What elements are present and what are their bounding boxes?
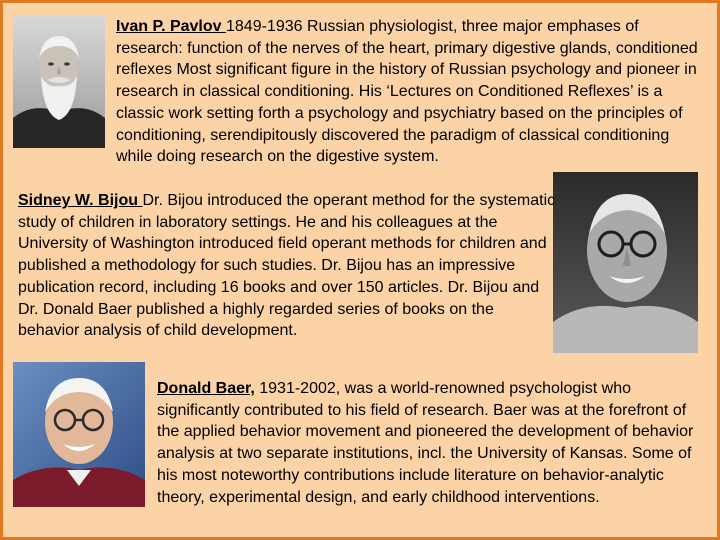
baer-name: Donald Baer,: [157, 380, 255, 397]
pavlov-description: 1849-1936 Russian physiologist, three major emphases of research: function of the nerves of the heart, primary digestive glands, conditioned reflexes Most significant figure in the history of Russian psychology and pioneer in research in classical conditioning. His ‘Lectures on Conditioned Reflexes’ is a classic work setting forth a psychology and psychiatry based on the principles of conditioning, serendipitously discovered the paradigm of classical conditioning while doing research on the digestive system.: [116, 18, 698, 166]
bijou-bio: [18, 190, 558, 342]
pavlov-portrait: [13, 16, 105, 148]
bijou-name: Sidney W. Bijou: [18, 192, 143, 209]
pavlov-name: Ivan P. Pavlov: [116, 18, 226, 35]
bijou-description: Dr. Bijou introduced the operant method for the systematic study of children in laboratory settings. He and his colleagues at the University of Washington introduced field operant methods for children and published a methodology for such studies. Dr. Bijou has an impressive publication record, including 16 books and over 150 articles. Dr. Bijou and Dr. Donald Baer published a highly regarded series of books on the behavior analysis of child development.: [18, 192, 556, 340]
baer-bio: [157, 378, 709, 508]
baer-description: 1931-2002, was a world-renowned psychologist who significantly contributed to his field of research. Baer was at the forefront of the applied behavior movement and pioneered the development of behavior analysis at two separate institutions, incl. the University of Kansas. Some of his most noteworthy contributions include literature on behavior-analytic theory, experimental design, and early childhood interventions.: [157, 380, 694, 506]
baer-portrait: [13, 362, 145, 507]
pavlov-bio: [116, 16, 706, 168]
bijou-portrait: [553, 172, 698, 353]
